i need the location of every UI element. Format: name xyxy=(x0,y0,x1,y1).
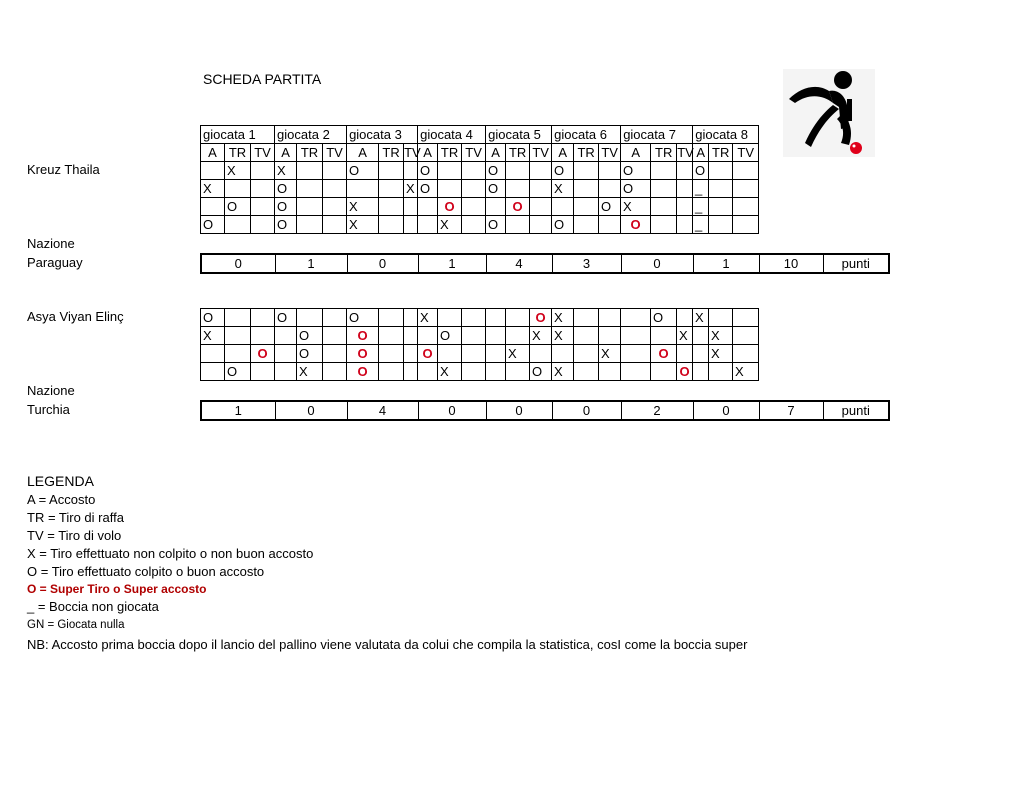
shot-cell: O xyxy=(347,327,379,345)
shot-cell xyxy=(733,162,759,180)
shot-cell: O xyxy=(347,162,379,180)
shot-cell: X xyxy=(275,162,297,180)
shot-cell xyxy=(418,198,438,216)
shot-cell xyxy=(651,180,677,198)
giocata-score: 0 xyxy=(693,401,759,420)
shot-cell xyxy=(251,198,275,216)
legend-item: X = Tiro effettuato non colpito o non buon accosto xyxy=(27,546,314,561)
shot-cell xyxy=(677,345,693,363)
shot-cell xyxy=(251,216,275,234)
shot-cell: X xyxy=(438,216,462,234)
shot-cell xyxy=(599,162,621,180)
total-score: 7 xyxy=(759,401,823,420)
legend-item: TV = Tiro di volo xyxy=(27,528,122,543)
giocata-score: 0 xyxy=(347,254,418,273)
shot-cell xyxy=(651,216,677,234)
shot-cell xyxy=(323,345,347,363)
shot-cell: O xyxy=(418,162,438,180)
shot-cell xyxy=(709,309,733,327)
giocata-header: giocata 5 xyxy=(486,126,552,144)
shot-cell xyxy=(486,345,506,363)
shot-cell xyxy=(297,216,323,234)
shot-cell: O xyxy=(651,345,677,363)
shot-cell: O xyxy=(201,309,225,327)
shot-cell xyxy=(574,309,599,327)
shot-cell: X xyxy=(530,327,552,345)
shot-cell xyxy=(506,180,530,198)
shot-cell: O xyxy=(486,162,506,180)
shot-cell xyxy=(599,180,621,198)
giocata-score: 0 xyxy=(275,401,347,420)
shot-cell: O xyxy=(651,309,677,327)
shot-cell: O xyxy=(225,198,251,216)
shot-cell xyxy=(379,363,404,381)
sub-header: TV xyxy=(530,144,552,162)
shot-cell: O xyxy=(530,363,552,381)
nation-value: Turchia xyxy=(27,402,70,417)
shot-cell: O xyxy=(297,327,323,345)
giocata-score: 0 xyxy=(201,254,275,273)
shot-cell: O xyxy=(418,345,438,363)
player-grid xyxy=(200,308,759,381)
shot-cell xyxy=(297,309,323,327)
shot-cell: O xyxy=(599,198,621,216)
shot-cell xyxy=(574,327,599,345)
shot-cell: X xyxy=(677,327,693,345)
shot-cell xyxy=(225,309,251,327)
sub-header: TR xyxy=(297,144,323,162)
shot-row xyxy=(201,345,759,363)
shot-row xyxy=(201,198,759,216)
shot-cell xyxy=(462,309,486,327)
nation-label: Nazione xyxy=(27,236,75,251)
sub-header: A xyxy=(201,144,225,162)
shot-cell xyxy=(251,327,275,345)
giocata-score: 2 xyxy=(621,401,693,420)
shot-cell xyxy=(621,327,651,345)
shot-cell xyxy=(506,363,530,381)
shot-cell xyxy=(651,198,677,216)
shot-row xyxy=(201,162,759,180)
shot-cell xyxy=(225,345,251,363)
shot-cell xyxy=(733,327,759,345)
shot-cell xyxy=(462,180,486,198)
shot-cell xyxy=(404,198,418,216)
shot-cell: X xyxy=(506,345,530,363)
shot-cell xyxy=(225,180,251,198)
shot-cell xyxy=(323,216,347,234)
shot-cell xyxy=(530,180,552,198)
shot-cell xyxy=(225,216,251,234)
shot-cell xyxy=(506,216,530,234)
sub-header: TV xyxy=(599,144,621,162)
shot-cell xyxy=(418,363,438,381)
shot-cell: O xyxy=(347,345,379,363)
shot-cell xyxy=(323,162,347,180)
shot-cell xyxy=(462,345,486,363)
shot-cell xyxy=(486,309,506,327)
shot-cell xyxy=(486,198,506,216)
giocata-header: giocata 7 xyxy=(621,126,693,144)
shot-cell xyxy=(733,198,759,216)
shot-cell xyxy=(438,162,462,180)
shot-cell: O xyxy=(275,216,297,234)
shot-cell xyxy=(404,327,418,345)
sub-header: A xyxy=(486,144,506,162)
shot-cell xyxy=(201,345,225,363)
shot-cell xyxy=(323,309,347,327)
shot-cell xyxy=(297,198,323,216)
shot-cell xyxy=(379,180,404,198)
sub-header: A xyxy=(418,144,438,162)
shot-cell: O xyxy=(552,162,574,180)
sub-header: TV xyxy=(677,145,694,160)
shot-cell xyxy=(462,198,486,216)
shot-cell xyxy=(677,309,693,327)
shot-cell xyxy=(552,345,574,363)
shot-cell xyxy=(379,327,404,345)
shot-cell: O xyxy=(251,345,275,363)
giocata-score: 4 xyxy=(347,401,418,420)
shot-cell xyxy=(379,162,404,180)
giocata-header: giocata 3 xyxy=(347,126,418,144)
shot-cell: O xyxy=(693,162,709,180)
shot-row xyxy=(201,327,759,345)
shot-cell: X xyxy=(693,309,709,327)
shot-cell xyxy=(677,216,693,234)
sub-header: A xyxy=(347,144,379,162)
points-label: punti xyxy=(823,401,889,420)
shot-cell xyxy=(201,198,225,216)
giocata-score: 0 xyxy=(486,401,552,420)
sub-header: TR xyxy=(225,144,251,162)
sub-header: A xyxy=(552,144,574,162)
giocata-header: giocata 6 xyxy=(552,126,621,144)
shot-cell xyxy=(506,327,530,345)
shot-cell: O xyxy=(677,363,693,381)
shot-cell xyxy=(693,363,709,381)
shot-row xyxy=(201,216,759,234)
shot-cell xyxy=(574,162,599,180)
bocce-player-icon xyxy=(783,69,875,157)
shot-cell: X xyxy=(621,198,651,216)
shot-cell: X xyxy=(599,345,621,363)
bocce-player-logo xyxy=(783,69,875,157)
shot-cell xyxy=(297,180,323,198)
shot-cell: O xyxy=(530,309,552,327)
shot-cell xyxy=(379,309,404,327)
giocata-score: 1 xyxy=(418,254,486,273)
shot-cell xyxy=(323,327,347,345)
shot-cell: X xyxy=(347,198,379,216)
shot-cell xyxy=(379,198,404,216)
shot-cell: _ xyxy=(693,198,709,216)
shot-cell xyxy=(599,327,621,345)
shot-cell xyxy=(693,345,709,363)
shot-cell xyxy=(599,363,621,381)
shot-cell: O xyxy=(347,363,379,381)
shot-cell xyxy=(251,309,275,327)
shot-cell xyxy=(462,162,486,180)
shot-cell xyxy=(709,216,733,234)
shot-cell: O xyxy=(275,198,297,216)
shot-cell xyxy=(733,180,759,198)
shot-cell xyxy=(574,198,599,216)
shot-cell xyxy=(347,180,379,198)
shot-cell xyxy=(709,180,733,198)
shot-cell: X xyxy=(418,309,438,327)
shot-cell xyxy=(462,363,486,381)
shot-cell: O xyxy=(621,216,651,234)
shot-cell: O xyxy=(201,216,225,234)
shot-cell xyxy=(404,309,418,327)
shot-cell xyxy=(201,162,225,180)
total-score: 10 xyxy=(759,254,823,273)
sub-header: TR xyxy=(651,144,677,162)
shot-cell xyxy=(404,363,418,381)
legend-item: A = Accosto xyxy=(27,492,96,507)
shot-cell xyxy=(275,363,297,381)
shot-cell xyxy=(404,345,418,363)
shot-cell xyxy=(251,363,275,381)
giocata-header: giocata 1 xyxy=(201,126,275,144)
shot-cell xyxy=(297,162,323,180)
giocata-score: 4 xyxy=(486,254,552,273)
legend-item: O = Tiro effettuato colpito o buon accosto xyxy=(27,564,265,579)
giocata-score: 1 xyxy=(693,254,759,273)
shot-cell xyxy=(677,198,693,216)
shot-cell xyxy=(438,180,462,198)
shot-cell xyxy=(693,327,709,345)
shot-cell: X xyxy=(709,327,733,345)
shot-cell xyxy=(574,216,599,234)
shot-cell xyxy=(651,327,677,345)
sub-header: TV xyxy=(462,144,486,162)
shot-cell xyxy=(251,180,275,198)
shot-cell xyxy=(486,363,506,381)
giocata-header: giocata 2 xyxy=(275,126,347,144)
shot-cell: X xyxy=(347,216,379,234)
shot-cell xyxy=(733,345,759,363)
shot-cell xyxy=(709,363,733,381)
legend-item: GN = Giocata nulla xyxy=(27,619,125,631)
shot-cell xyxy=(438,345,462,363)
shot-cell xyxy=(438,309,462,327)
shot-cell: O xyxy=(506,198,530,216)
sub-header: TR xyxy=(379,144,404,162)
shot-cell: O xyxy=(347,309,379,327)
sub-header: TV xyxy=(733,144,759,162)
shot-cell xyxy=(651,162,677,180)
shot-cell: O xyxy=(486,180,506,198)
shot-cell xyxy=(418,216,438,234)
shot-cell: X xyxy=(404,180,418,198)
shot-cell xyxy=(275,327,297,345)
shot-cell: X xyxy=(201,327,225,345)
shot-cell: O xyxy=(486,216,506,234)
shot-cell xyxy=(201,363,225,381)
page-title: SCHEDA PARTITA xyxy=(203,71,322,87)
shot-cell xyxy=(709,198,733,216)
shot-cell xyxy=(574,180,599,198)
sub-header: TR xyxy=(709,144,733,162)
shot-cell xyxy=(506,162,530,180)
shot-cell: O xyxy=(418,180,438,198)
shot-cell xyxy=(530,162,552,180)
legend-item: TR = Tiro di raffa xyxy=(27,510,124,525)
giocata-score: 0 xyxy=(621,254,693,273)
shot-cell: X xyxy=(297,363,323,381)
sub-header: TR xyxy=(506,144,530,162)
shot-cell: X xyxy=(225,162,251,180)
points-label: punti xyxy=(823,254,889,273)
shot-cell xyxy=(486,327,506,345)
score-table xyxy=(200,253,890,274)
shot-cell xyxy=(379,216,404,234)
shot-cell xyxy=(599,216,621,234)
shot-cell: X xyxy=(438,363,462,381)
shot-cell xyxy=(462,216,486,234)
shot-cell xyxy=(621,363,651,381)
shot-cell xyxy=(506,309,530,327)
header-table xyxy=(200,125,759,162)
shot-cell xyxy=(651,363,677,381)
legend-note: NB: Accosto prima boccia dopo il lancio del pallino viene valutata da colui che compila la statistica, cosI come la boccia super xyxy=(27,637,748,652)
giocata-header: giocata 8 xyxy=(693,126,759,144)
shot-cell xyxy=(530,216,552,234)
sub-header: A xyxy=(621,144,651,162)
shot-cell: _ xyxy=(693,180,709,198)
giocata-score: 0 xyxy=(418,401,486,420)
shot-cell: _ xyxy=(693,216,709,234)
shot-cell xyxy=(530,198,552,216)
shot-cell xyxy=(599,309,621,327)
shot-cell xyxy=(574,363,599,381)
legend-item-super: O = Super Tiro o Super accosto xyxy=(27,582,207,596)
sub-header: TV xyxy=(251,144,275,162)
shot-cell: X xyxy=(552,180,574,198)
shot-row xyxy=(201,309,759,327)
shot-cell xyxy=(621,309,651,327)
giocata-score: 0 xyxy=(552,401,621,420)
player-name: Kreuz Thaila xyxy=(27,162,100,177)
giocata-score: 1 xyxy=(275,254,347,273)
shot-cell xyxy=(323,198,347,216)
shot-cell xyxy=(621,345,651,363)
shot-cell xyxy=(323,363,347,381)
shot-cell: X xyxy=(552,309,574,327)
sub-header: TR xyxy=(574,144,599,162)
shot-cell: O xyxy=(438,198,462,216)
shot-cell xyxy=(709,162,733,180)
giocata-score: 1 xyxy=(201,401,275,420)
shot-row xyxy=(201,363,759,381)
shot-cell xyxy=(677,180,693,198)
shot-cell: O xyxy=(225,363,251,381)
sub-header: A xyxy=(693,144,709,162)
shot-cell xyxy=(404,162,418,180)
sub-header: A xyxy=(275,144,297,162)
shot-cell: O xyxy=(275,180,297,198)
shot-cell xyxy=(530,345,552,363)
shot-cell xyxy=(733,309,759,327)
sub-header: TV xyxy=(323,144,347,162)
shot-cell xyxy=(733,216,759,234)
shot-cell xyxy=(677,162,693,180)
shot-cell xyxy=(275,345,297,363)
sub-header: TR xyxy=(438,144,462,162)
giocata-score: 3 xyxy=(552,254,621,273)
legend-item: _ = Boccia non giocata xyxy=(27,599,159,614)
shot-cell xyxy=(574,345,599,363)
shot-cell xyxy=(552,198,574,216)
player-name: Asya Viyan Elinç xyxy=(27,309,124,324)
shot-cell: O xyxy=(552,216,574,234)
shot-cell xyxy=(404,216,418,234)
shot-cell: X xyxy=(201,180,225,198)
shot-cell: X xyxy=(552,327,574,345)
shot-cell xyxy=(251,162,275,180)
shot-cell xyxy=(225,327,251,345)
shot-cell xyxy=(323,180,347,198)
shot-cell: O xyxy=(438,327,462,345)
player-grid xyxy=(200,161,759,234)
shot-cell: O xyxy=(297,345,323,363)
shot-cell: X xyxy=(552,363,574,381)
sub-header: TV xyxy=(404,145,421,160)
shot-cell xyxy=(379,345,404,363)
shot-cell xyxy=(462,327,486,345)
shot-cell: O xyxy=(275,309,297,327)
nation-label: Nazione xyxy=(27,383,75,398)
nation-value: Paraguay xyxy=(27,255,83,270)
legend-title: LEGENDA xyxy=(27,473,94,489)
shot-cell: X xyxy=(733,363,759,381)
shot-cell: X xyxy=(709,345,733,363)
shot-row xyxy=(201,180,759,198)
score-table xyxy=(200,400,890,421)
shot-cell: O xyxy=(621,162,651,180)
shot-cell xyxy=(418,327,438,345)
giocata-header: giocata 4 xyxy=(418,126,486,144)
shot-cell: O xyxy=(621,180,651,198)
